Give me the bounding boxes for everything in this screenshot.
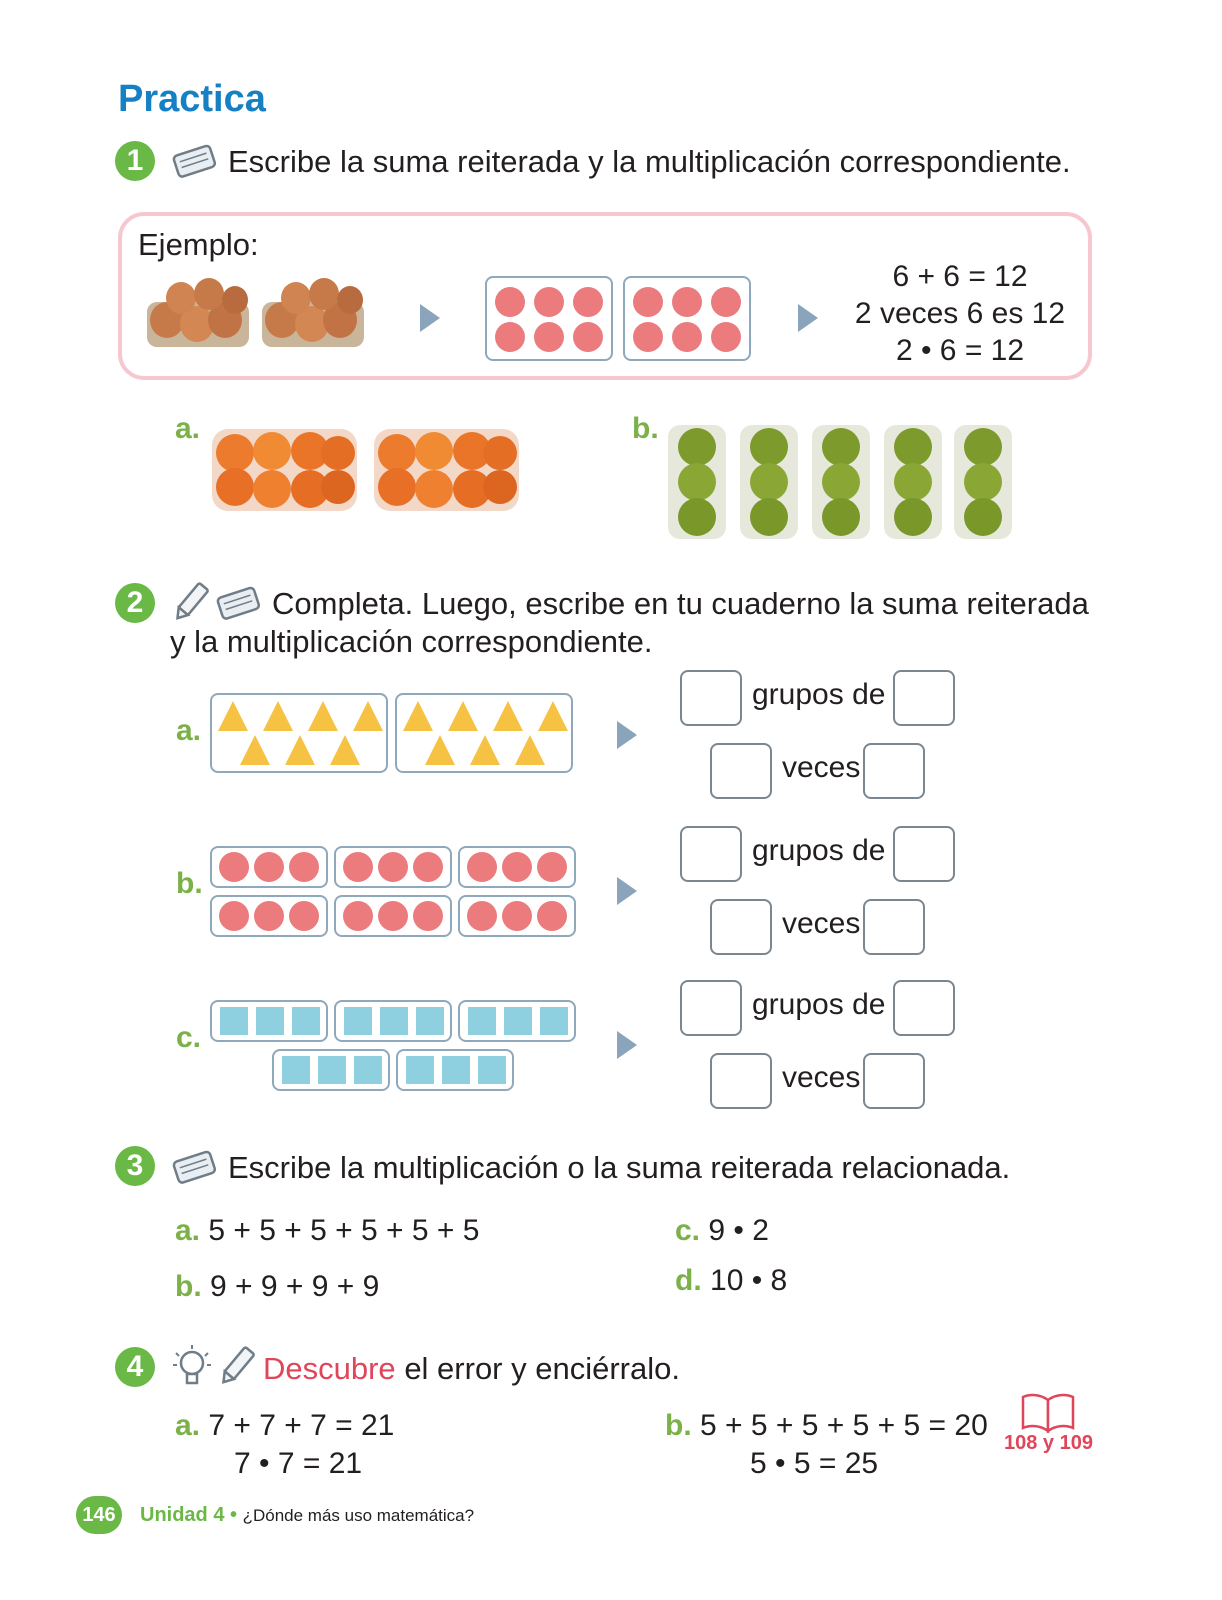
square-group <box>334 1000 452 1042</box>
row-letter: c. <box>176 1021 202 1054</box>
instruction-rest: el error y enciérralo. <box>404 1351 680 1386</box>
exercise-3-item-c <box>675 1214 769 1248</box>
answer-box[interactable] <box>680 980 742 1036</box>
item-text: 9 + 9 + 9 + 9 <box>210 1270 380 1303</box>
example-label: Ejemplo: <box>138 227 259 262</box>
example-equations <box>850 258 1070 369</box>
orange-packs-image <box>210 425 520 517</box>
item-letter: a. <box>175 1214 201 1247</box>
answer-box[interactable] <box>893 826 955 882</box>
item-letter: b. <box>632 412 659 445</box>
answer-box[interactable] <box>710 1053 772 1109</box>
square-group <box>396 1049 514 1091</box>
dot-group <box>458 846 576 888</box>
play-arrow-icon <box>420 304 440 332</box>
book-page-reference: 108 y 109 <box>1004 1432 1093 1454</box>
grupos-de-label: grupos de <box>752 834 886 867</box>
exercise-3-item-b <box>175 1270 379 1304</box>
pencil-icon <box>218 1344 256 1388</box>
play-arrow-icon <box>617 877 637 905</box>
grupos-de-label: grupos de <box>752 678 886 711</box>
unit-label: Unidad 4 <box>140 1504 225 1526</box>
veces-label: veces <box>782 1061 861 1094</box>
lime-packs-image <box>668 425 1013 541</box>
play-arrow-icon <box>798 304 818 332</box>
item-letter: a. <box>175 412 201 445</box>
square-group <box>210 1000 328 1042</box>
example-line: 2 veces 6 es 12 <box>854 297 1066 330</box>
item-letter: d. <box>675 1264 702 1297</box>
open-book-icon <box>1020 1390 1076 1434</box>
exercise-1-number: 1 <box>115 141 155 181</box>
footer-separator: • <box>230 1504 238 1526</box>
exercise-2-instruction-line2: y la multiplicación correspondiente. <box>170 624 653 659</box>
notebook-icon <box>170 142 220 178</box>
answer-box[interactable] <box>863 899 925 955</box>
item-letter: c. <box>675 1214 701 1247</box>
egg-cartons-image <box>145 262 370 357</box>
item-text: 5 + 5 + 5 + 5 + 5 + 5 <box>208 1214 480 1247</box>
exercise-1-instruction: Escribe la suma reiterada y la multiplicación correspondiente. <box>228 144 1071 179</box>
answer-box[interactable] <box>680 670 742 726</box>
dot-group <box>210 895 328 937</box>
item-line: 7 + 7 + 7 = 21 <box>208 1409 395 1442</box>
page-title: Practica <box>118 78 266 120</box>
veces-label: veces <box>782 907 861 940</box>
answer-box[interactable] <box>710 899 772 955</box>
item-text: 9 • 2 <box>708 1214 769 1247</box>
dot-group <box>210 846 328 888</box>
instruction-highlight: Descubre <box>263 1351 396 1386</box>
row-letter: a. <box>176 714 202 747</box>
example-line: 6 + 6 = 12 <box>892 260 1028 293</box>
item-letter: b. <box>175 1270 202 1303</box>
lightbulb-icon <box>172 1343 214 1391</box>
exercise-2-number: 2 <box>115 583 155 623</box>
exercise-3-instruction: Escribe la multiplicación o la suma reiterada relacionada. <box>228 1150 1011 1185</box>
dot-group <box>334 895 452 937</box>
page-number: 146 <box>76 1496 122 1534</box>
answer-box[interactable] <box>893 670 955 726</box>
answer-box[interactable] <box>710 743 772 799</box>
exercise-4-instruction <box>263 1351 680 1387</box>
grupos-de-label: grupos de <box>752 988 886 1021</box>
exercise-4-item-a-line1 <box>175 1409 394 1443</box>
play-arrow-icon <box>617 721 637 749</box>
square-group <box>458 1000 576 1042</box>
square-group <box>272 1049 390 1091</box>
veces-label: veces <box>782 751 861 784</box>
notebook-icon <box>170 1148 220 1184</box>
example-dot-group <box>623 276 751 361</box>
item-letter: a. <box>175 1409 201 1442</box>
answer-box[interactable] <box>680 826 742 882</box>
triangle-group <box>395 693 573 773</box>
exercise-4-item-b-line1 <box>665 1409 988 1443</box>
footer-unit <box>140 1504 474 1527</box>
exercise-3-item-a <box>175 1214 479 1248</box>
triangle-group <box>210 693 388 773</box>
example-dot-group <box>485 276 613 361</box>
dot-group <box>458 895 576 937</box>
answer-box[interactable] <box>863 1053 925 1109</box>
item-text: 10 • 8 <box>710 1264 788 1297</box>
answer-box[interactable] <box>893 980 955 1036</box>
answer-box[interactable] <box>863 743 925 799</box>
row-letter: b. <box>176 867 203 900</box>
exercise-3-number: 3 <box>115 1146 155 1186</box>
play-arrow-icon <box>617 1031 637 1059</box>
item-letter: b. <box>665 1409 692 1442</box>
exercise-4-item-b-line2: 5 • 5 = 25 <box>750 1447 879 1480</box>
exercise-4-number: 4 <box>115 1347 155 1387</box>
unit-question: ¿Dónde más uso matemática? <box>242 1506 475 1525</box>
pencil-icon <box>172 580 210 624</box>
exercise-2-instruction-line1: Completa. Luego, escribe en tu cuaderno la suma reiterada <box>272 586 1089 621</box>
example-line: 2 • 6 = 12 <box>895 334 1025 367</box>
exercise-3-item-d <box>675 1264 787 1298</box>
notebook-icon <box>214 584 264 620</box>
exercise-4-item-a-line2: 7 • 7 = 21 <box>234 1447 363 1480</box>
dot-group <box>334 846 452 888</box>
item-line: 5 + 5 + 5 + 5 + 5 = 20 <box>700 1409 988 1442</box>
